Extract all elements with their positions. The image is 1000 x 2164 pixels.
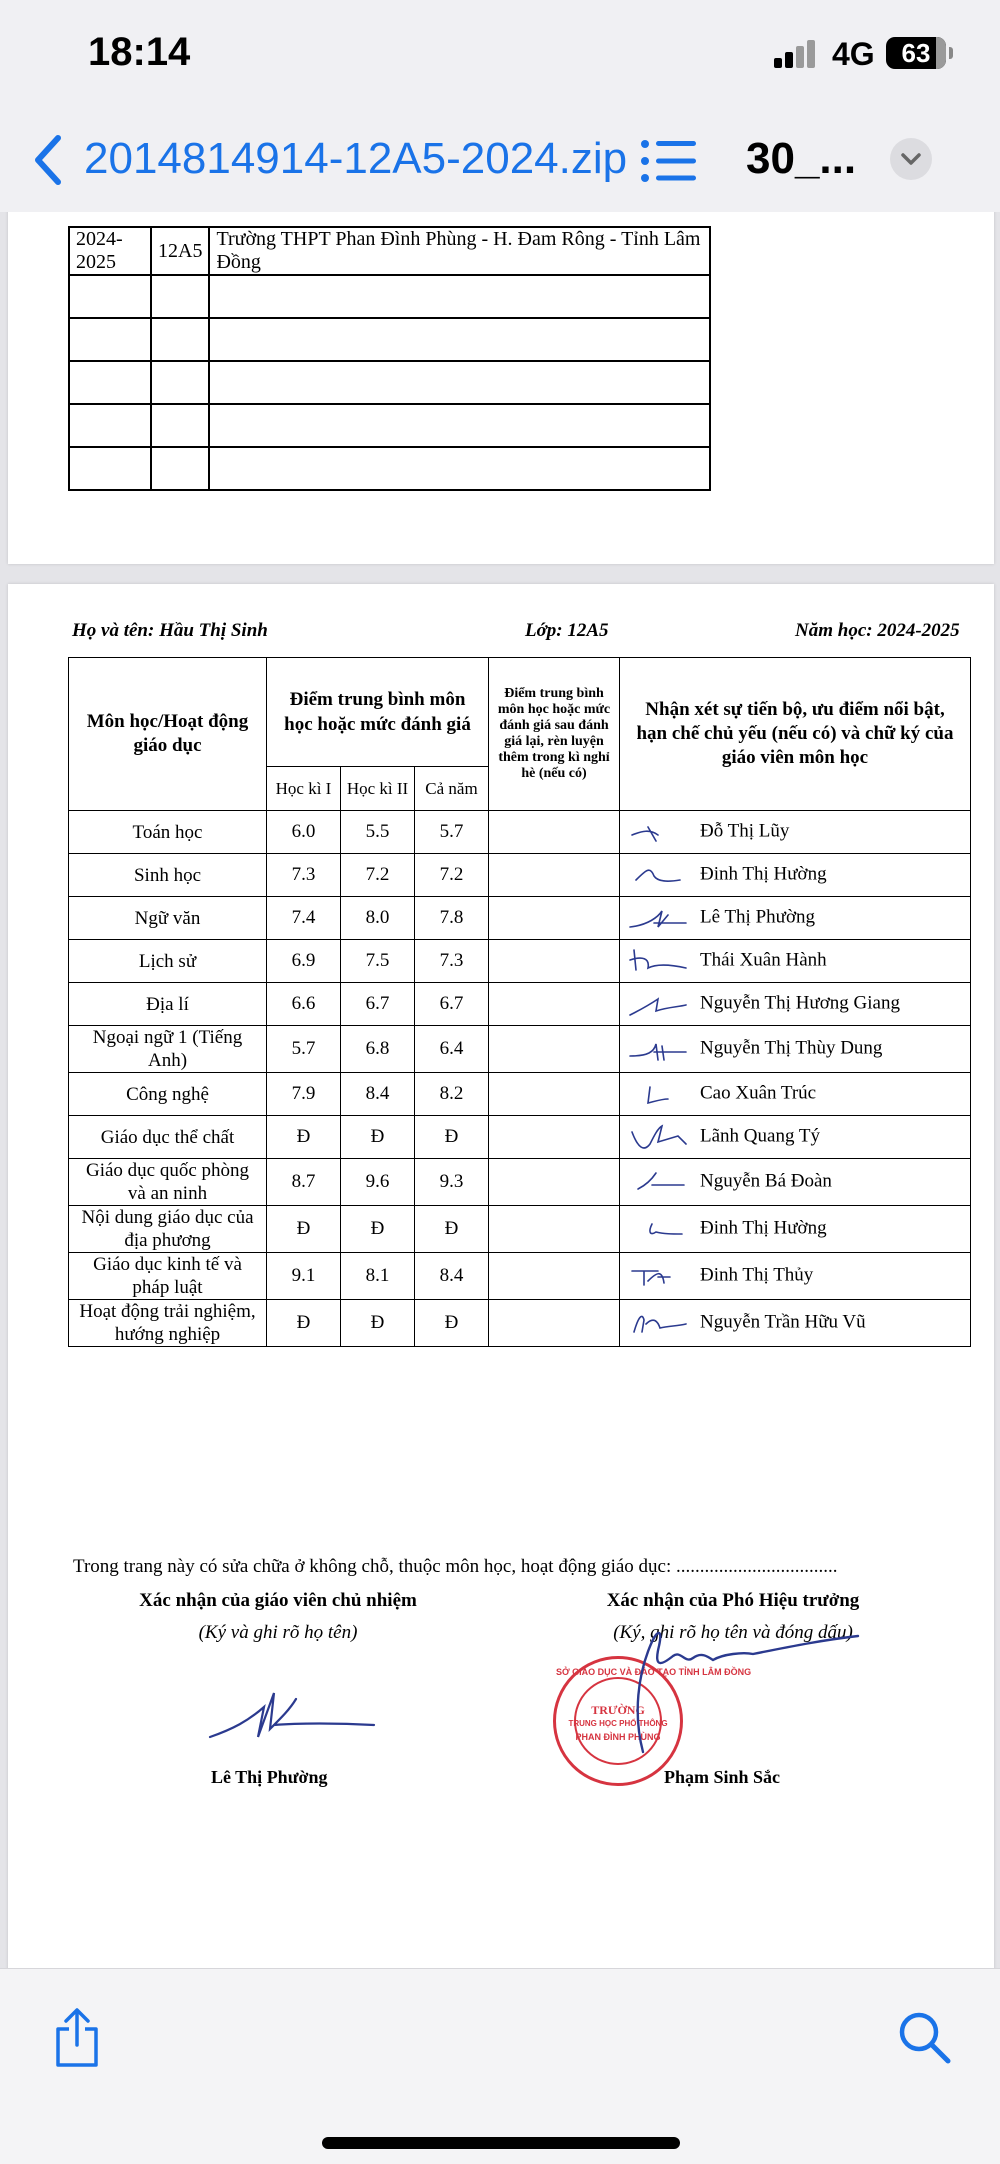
teacher-signature [628,817,688,847]
stamp-outer-text: SỞ GIÁO DỤC VÀ ĐÀO TẠO TỈNH LÂM ĐỒNG [556,1667,752,1677]
header-hk1: Học kì I [267,767,341,811]
chevron-down-icon [890,138,932,180]
teacher-signature [628,1308,688,1338]
teacher-signature [628,903,688,933]
retest-cell [489,1116,620,1159]
vice-principal-confirm-sub: (Ký, ghi rõ họ tên và đóng dấu) [613,1622,853,1643]
score-hk1: 7.9 [267,1073,341,1116]
grade-row [69,1300,971,1347]
grades-table [68,657,971,1347]
grade-row [69,854,971,897]
teacher-remark-cell [620,897,971,940]
stamp-line2: TRUNG HỌC PHỔ THÔNG [568,1719,668,1728]
back-chevron-icon[interactable] [28,132,68,188]
history-year [69,447,151,490]
teacher-name: Lê Thị Phường [700,906,815,928]
history-year [69,361,151,404]
teacher-remark-cell [620,1073,971,1116]
subject-name: Địa lí [69,983,267,1026]
teacher-remark-cell [620,1300,971,1347]
homeroom-signature [208,1679,378,1749]
score-year: 9.3 [415,1159,489,1206]
teacher-name: Đỗ Thị Lũy [700,820,790,842]
history-row [69,404,710,447]
history-year [69,404,151,447]
retest-cell [489,811,620,854]
score-hk1: 9.1 [267,1253,341,1300]
navigation-bar [0,110,1000,210]
vice-principal-signature [593,1624,863,1754]
history-year: 2024-2025 [69,227,151,275]
score-hk2: 6.7 [341,983,415,1026]
retest-cell [489,1073,620,1116]
history-row [69,227,710,275]
retest-cell [489,940,620,983]
teacher-signature [628,1122,688,1152]
teacher-name: Nguyễn Thị Hương Giang [700,992,900,1014]
history-school [209,447,710,490]
grade-row [69,1026,971,1073]
teacher-remark-cell [620,983,971,1026]
clock: 18:14 [88,30,191,74]
teacher-name: Nguyễn Trần Hữu Vũ [700,1311,866,1333]
history-class [151,447,209,490]
subject-name: Toán học [69,811,267,854]
score-year: 7.8 [415,897,489,940]
score-hk1: Đ [267,1206,341,1253]
history-school [209,275,710,318]
grade-row [69,1073,971,1116]
grade-row [69,1159,971,1206]
page-menu-button[interactable] [890,138,932,180]
home-indicator[interactable] [322,2137,680,2149]
vice-principal-confirm-title: Xác nhận của Phó Hiệu trưởng [606,1590,860,1611]
teacher-name: Nguyễn Bá Đoàn [700,1170,832,1192]
history-class [151,361,209,404]
subject-name: Giáo dục thể chất [69,1116,267,1159]
teacher-remark-cell [620,811,971,854]
teacher-remark-cell [620,1206,971,1253]
score-hk2: 7.2 [341,854,415,897]
page-selector-label[interactable]: 30_... [746,134,857,183]
homeroom-confirmation [113,1590,443,1644]
history-class [151,318,209,361]
history-class [151,275,209,318]
student-name: Họ và tên: Hầu Thị Sinh [72,620,268,641]
score-hk1: 5.7 [267,1026,341,1073]
share-icon[interactable] [52,2007,102,2069]
header-year: Cả năm [415,767,489,811]
retest-cell [489,983,620,1026]
retest-cell [489,854,620,897]
score-hk1: Đ [267,1300,341,1347]
grade-row [69,1253,971,1300]
teacher-signature [628,1261,688,1291]
history-year [69,318,151,361]
history-class: 12A5 [151,227,209,275]
teacher-name: Lãnh Quang Tý [700,1125,820,1147]
history-school: Trường THPT Phan Đình Phùng - H. Đam Rông - Tỉnh Lâm Đồng [209,227,710,275]
grade-row [69,983,971,1026]
teacher-name: Cao Xuân Trúc [700,1082,817,1104]
score-year: 5.7 [415,811,489,854]
cellular-signal-icon [774,38,816,68]
subject-name: Nội dung giáo dục của địa phương [69,1206,267,1253]
score-year: 7.3 [415,940,489,983]
document-title[interactable]: 2014814914-12A5-2024.zip [84,134,628,183]
teacher-signature [628,1214,688,1244]
grade-row [69,1206,971,1253]
history-year [69,275,151,318]
score-year: Đ [415,1206,489,1253]
history-school [209,318,710,361]
list-icon[interactable] [640,138,698,184]
score-year: Đ [415,1300,489,1347]
grade-row [69,897,971,940]
score-hk2: 5.5 [341,811,415,854]
grade-row [69,940,971,983]
score-hk1: 6.0 [267,811,341,854]
retest-cell [489,897,620,940]
score-hk2: Đ [341,1300,415,1347]
student-class: Lớp: 12A5 [525,620,609,641]
subject-name: Hoạt động trải nghiệm, hướng nghiệp [69,1300,267,1347]
score-hk2: 9.6 [341,1159,415,1206]
score-hk2: 6.8 [341,1026,415,1073]
score-year: 6.4 [415,1026,489,1073]
score-hk1: 7.3 [267,854,341,897]
teacher-remark-cell [620,854,971,897]
retest-cell [489,1253,620,1300]
school-year: Năm học: 2024-2025 [795,620,960,641]
teacher-remark-cell [620,1253,971,1300]
score-hk2: 8.4 [341,1073,415,1116]
teacher-name: Đinh Thị Thủy [700,1264,814,1286]
teacher-signature [628,1034,688,1064]
teacher-name: Nguyễn Thị Thùy Dung [700,1037,883,1059]
stamp-line3: PHAN ĐÌNH PHÙNG [575,1732,661,1742]
history-class [151,404,209,447]
history-school [209,404,710,447]
header-subject: Môn học/Hoạt động giáo dục [69,658,267,811]
score-hk1: 7.4 [267,897,341,940]
teacher-name: Thái Xuân Hành [700,949,827,971]
document-page-current [8,584,994,1968]
history-school [209,361,710,404]
teacher-remark-cell [620,940,971,983]
school-history-table [68,226,711,491]
network-type: 4G [832,36,875,72]
status-bar [0,0,1000,110]
teacher-signature [628,946,688,976]
score-hk2: Đ [341,1116,415,1159]
score-hk2: 8.1 [341,1253,415,1300]
teacher-name: Đinh Thị Hường [700,1217,827,1239]
homeroom-confirm-title: Xác nhận của giáo viên chủ nhiệm [139,1590,417,1611]
teacher-signature [628,989,688,1019]
document-page-previous [8,212,994,564]
header-hk2: Học kì II [341,767,415,811]
score-hk2: Đ [341,1206,415,1253]
teacher-signature [628,1079,688,1109]
score-year: 8.2 [415,1073,489,1116]
vice-principal-name: Phạm Sinh Sắc [664,1767,781,1787]
correction-note: Trong trang này có sửa chữa ở không chỗ, thuộc môn học, hoạt động giáo dục: .................................. [73,1556,838,1577]
header-average: Điểm trung bình môn học hoặc mức đánh giá [267,658,489,767]
score-year: Đ [415,1116,489,1159]
teacher-remark-cell [620,1116,971,1159]
stamp-line1: TRƯỜNG [591,1703,645,1717]
history-row [69,318,710,361]
teacher-signature [628,860,688,890]
retest-cell [489,1300,620,1347]
teacher-remark-cell [620,1159,971,1206]
retest-cell [489,1206,620,1253]
history-row [69,447,710,490]
document-viewer[interactable] [0,212,1000,1968]
score-hk2: 8.0 [341,897,415,940]
score-hk2: 7.5 [341,940,415,983]
homeroom-teacher-name: Lê Thị Phường [211,1767,328,1787]
subject-name: Ngữ văn [69,897,267,940]
subject-name: Lịch sử [69,940,267,983]
score-year: 7.2 [415,854,489,897]
bottom-toolbar [0,1968,1000,2164]
header-retest: Điểm trung bình môn học hoặc mức đánh giá sau đánh giá lại, rèn luyện thêm trong kì nghỉ hè (nếu có) [489,658,620,811]
homeroom-confirm-sub: (Ký và ghi rõ họ tên) [198,1622,358,1643]
subject-name: Giáo dục kinh tế và pháp luật [69,1253,267,1300]
subject-name: Giáo dục quốc phòng và an ninh [69,1159,267,1206]
teacher-name: Đinh Thị Hường [700,863,827,885]
teacher-signature [628,1167,688,1197]
score-hk1: 6.9 [267,940,341,983]
battery-icon [886,37,946,69]
subject-name: Ngoại ngữ 1 (Tiếng Anh) [69,1026,267,1073]
score-hk1: 6.6 [267,983,341,1026]
grade-row [69,811,971,854]
retest-cell [489,1026,620,1073]
history-row [69,275,710,318]
grade-row [69,1116,971,1159]
history-row [69,361,710,404]
subject-name: Công nghệ [69,1073,267,1116]
score-hk1: Đ [267,1116,341,1159]
search-icon[interactable] [896,2009,952,2065]
teacher-remark-cell [620,1026,971,1073]
retest-cell [489,1159,620,1206]
score-year: 8.4 [415,1253,489,1300]
score-year: 6.7 [415,983,489,1026]
battery-level: 63 [901,38,931,68]
subject-name: Sinh học [69,854,267,897]
score-hk1: 8.7 [267,1159,341,1206]
header-remark: Nhận xét sự tiến bộ, ưu điểm nổi bật, hạn chế chủ yếu (nếu có) và chữ ký của giáo viên môn học [620,658,971,811]
